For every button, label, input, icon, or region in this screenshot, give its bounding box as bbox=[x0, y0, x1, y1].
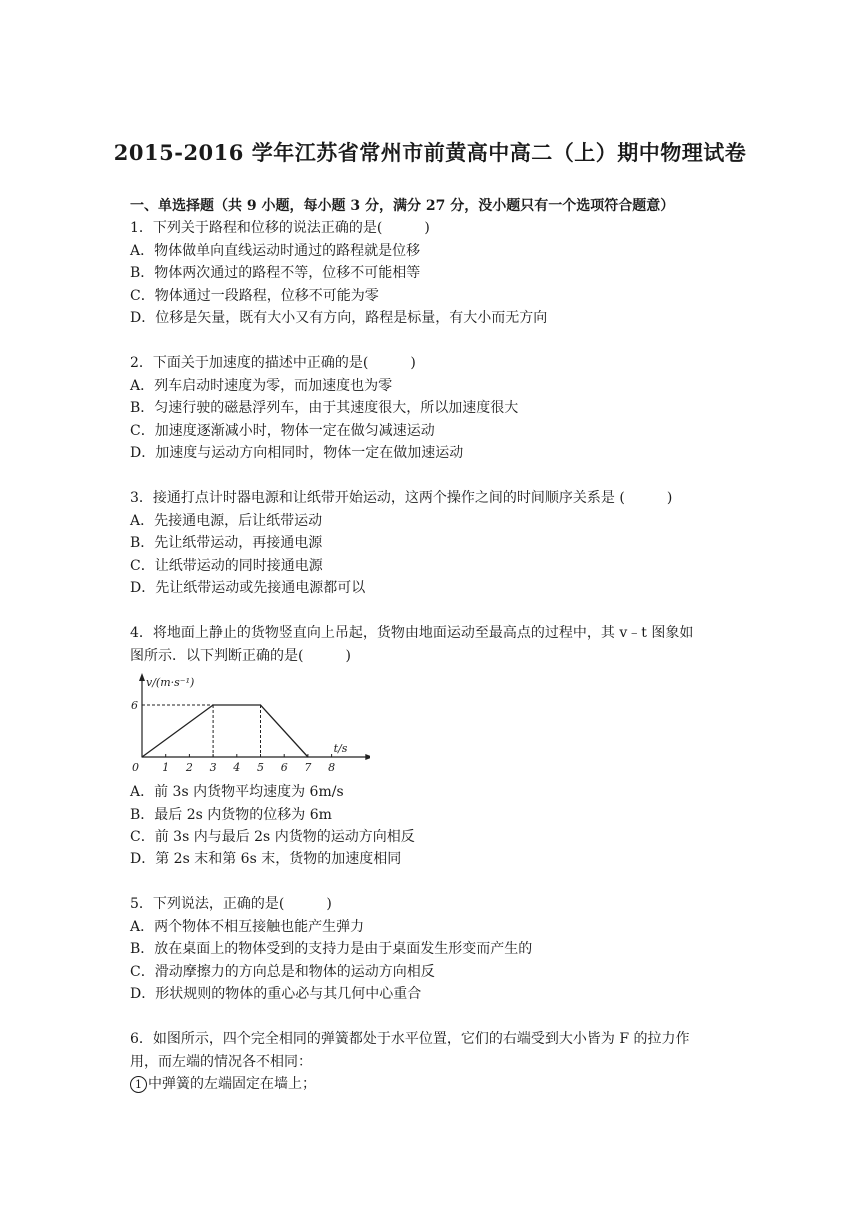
question-1-option-c: C．物体通过一段路程，位移不可能为零 bbox=[130, 288, 379, 304]
question-3-stem: 3．接通打点计时器电源和让纸带开始运动，这两个操作之间的时间顺序关系是 ( ) bbox=[130, 490, 673, 506]
x-tick-label: 1 bbox=[162, 761, 170, 774]
series-line bbox=[142, 705, 308, 757]
x-axis-label: t/s bbox=[333, 742, 348, 755]
question-3-option-b: B．先让纸带运动，再接通电源 bbox=[130, 535, 323, 551]
circled-number: 1 bbox=[130, 1076, 147, 1093]
question-6-stem-line-1: 6．如图所示，四个完全相同的弹簧都处于水平位置，它们的右端受到大小皆为 F 的拉力作 bbox=[130, 1031, 690, 1047]
data-point bbox=[260, 704, 261, 705]
question-4-option-b: B．最后 2s 内货物的位移为 6m bbox=[130, 807, 332, 823]
x-tick-label: 4 bbox=[233, 761, 241, 774]
x-tick-label: 5 bbox=[257, 761, 264, 774]
question-3-option-c: C．让纸带运动的同时接通电源 bbox=[130, 558, 323, 574]
question-5-stem: 5．下列说法，正确的是( ) bbox=[130, 896, 332, 912]
question-1-option-a: A．物体做单向直线运动时通过的路程就是位移 bbox=[130, 243, 421, 259]
question-5-option-d: D．形状规则的物体的重心必与其几何中心重合 bbox=[130, 986, 422, 1002]
question-4-option-a: A．前 3s 内货物平均速度为 6m/s bbox=[130, 784, 344, 800]
data-point bbox=[307, 756, 308, 757]
question-4-stem-line-2: 图所示．以下判断正确的是( ) bbox=[130, 648, 351, 664]
y-axis-label: v/(m·s⁻¹) bbox=[146, 676, 195, 689]
vt-graph bbox=[130, 672, 370, 780]
question-1-option-b: B．物体两次通过的路程不等，位移不可能相等 bbox=[130, 265, 421, 281]
question-1-option-d: D．位移是矢量，既有大小又有方向，路程是标量，有大小而无方向 bbox=[130, 310, 548, 326]
y-tick-label: 6 bbox=[131, 699, 138, 712]
question-4-option-d: D．第 2s 末和第 6s 末，货物的加速度相同 bbox=[130, 851, 402, 867]
question-6-item-1 bbox=[130, 1074, 316, 1094]
x-tick-label: 2 bbox=[185, 761, 193, 774]
x-tick-label: 3 bbox=[209, 761, 217, 774]
data-point bbox=[213, 704, 214, 705]
question-5-option-c: C．滑动摩擦力的方向总是和物体的运动方向相反 bbox=[130, 964, 435, 980]
question-5-option-b: B．放在桌面上的物体受到的支持力是由于桌面发生形变而产生的 bbox=[130, 941, 533, 957]
question-4-stem-line-1: 4．将地面上静止的货物竖直向上吊起，货物由地面运动至最高点的过程中，其 v﹣t 图象如 bbox=[130, 625, 694, 641]
question-4-option-c: C．前 3s 内与最后 2s 内货物的运动方向相反 bbox=[130, 829, 415, 845]
x-tick-label: 8 bbox=[328, 761, 336, 774]
question-2-option-b: B．匀速行驶的磁悬浮列车，由于其速度很大，所以加速度很大 bbox=[130, 400, 519, 416]
x-tick-label: 7 bbox=[304, 761, 312, 774]
question-3-option-d: D．先让纸带运动或先接通电源都可以 bbox=[130, 580, 366, 596]
x-axis-arrow bbox=[365, 754, 370, 760]
question-1-stem: 1．下列关于路程和位移的说法正确的是( ) bbox=[130, 220, 430, 236]
question-2-option-c: C．加速度逐渐减小时，物体一定在做匀减速运动 bbox=[130, 423, 435, 439]
question-6-item-1-text: 中弹簧的左端固定在墙上； bbox=[148, 1076, 316, 1092]
page-title: 2015-2016 学年江苏省常州市前黄高中高二（上）期中物理试卷 bbox=[113, 140, 747, 165]
y-axis-arrow bbox=[139, 673, 145, 681]
question-6-stem-line-2: 用，而左端的情况各不相同： bbox=[130, 1054, 312, 1070]
x-tick-label: 6 bbox=[280, 761, 288, 774]
question-5-option-a: A．两个物体不相互接触也能产生弹力 bbox=[130, 919, 365, 935]
question-3-option-a: A．先接通电源，后让纸带运动 bbox=[130, 513, 323, 529]
data-point bbox=[141, 756, 142, 757]
question-2-option-a: A．列车启动时速度为零，而加速度也为零 bbox=[130, 378, 393, 394]
question-2-option-d: D．加速度与运动方向相同时，物体一定在做加速运动 bbox=[130, 445, 464, 461]
question-2-stem: 2．下面关于加速度的描述中正确的是( ) bbox=[130, 355, 416, 371]
section-heading: 一、单选择题（共 9 小题，每小题 3 分，满分 27 分，没小题只有一个选项符合题意） bbox=[130, 198, 675, 214]
origin-label: 0 bbox=[132, 761, 139, 774]
